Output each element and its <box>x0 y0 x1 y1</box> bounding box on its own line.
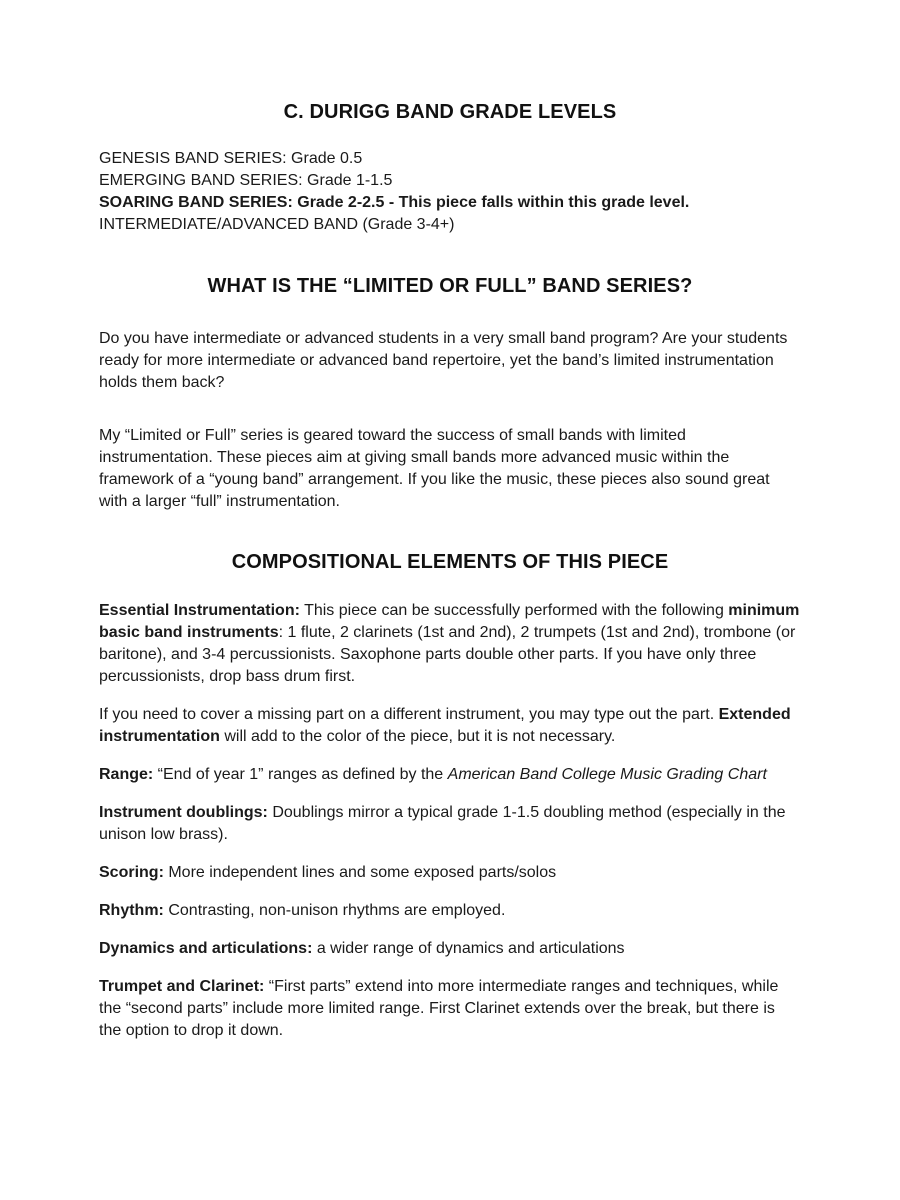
grade-level-soaring: SOARING BAND SERIES: Grade 2-2.5 - This piece falls within this grade level. <box>99 194 690 211</box>
limited-or-full-heading: WHAT IS THE “LIMITED OR FULL” BAND SERIES? <box>207 275 693 297</box>
minimum-instruments-label: minimum basic band instruments <box>99 602 800 641</box>
scoring-text: More independent lines and some exposed parts/solos <box>163 864 557 881</box>
rhythm-text: Contrasting, non-unison rhythms are employed. <box>163 902 506 919</box>
grade-level-emerging: EMERGING BAND SERIES: Grade 1-1.5 <box>99 172 393 189</box>
instrument-doublings-text: Doublings mirror a typical grade 1-1.5 doubling method (especially in the unison low brass). <box>99 804 786 843</box>
trumpet-clarinet-text: “First parts” extend into more intermediate ranges and techniques, while the “second parts” include more limited range. First Clarinet extends over the break, but there is the option to drop it down. <box>99 978 779 1039</box>
essential-instrumentation-item <box>99 600 801 688</box>
dynamics-label: Dynamics and articulations: <box>99 940 313 957</box>
range-item <box>99 764 801 786</box>
page-title: C. DURIGG BAND GRADE LEVELS <box>283 101 617 123</box>
instrument-doublings-item <box>99 802 801 846</box>
essential-instrumentation-label: Essential Instrumentation: <box>99 602 300 619</box>
grade-levels-list <box>99 148 801 236</box>
trumpet-clarinet-label: Trumpet and Clarinet: <box>99 978 265 995</box>
missing-part-text-1: If you need to cover a missing part on a different instrument, you may type out the part. <box>99 706 719 723</box>
essential-instrumentation-text-2: : 1 flute, 2 clarinets (1st and 2nd), 2 trumpets (1st and 2nd), trombone (or baritone), and 3-4 percussionists. Saxophone parts double other parts. If you have only three percussionists, drop bass drum first. <box>99 624 796 685</box>
dynamics-item <box>99 938 801 960</box>
missing-part-text-2: will add to the color of the piece, but it is not necessary. <box>219 728 616 745</box>
rhythm-item <box>99 900 801 922</box>
compositional-elements-heading: COMPOSITIONAL ELEMENTS OF THIS PIECE <box>231 551 669 573</box>
range-text: “End of year 1” ranges as defined by the <box>153 766 448 783</box>
grading-chart-reference: American Band College Music Grading Chart <box>447 766 767 783</box>
trumpet-clarinet-item <box>99 976 801 1042</box>
dynamics-text: a wider range of dynamics and articulations <box>312 940 625 957</box>
scoring-label: Scoring: <box>99 864 164 881</box>
grade-level-genesis: GENESIS BAND SERIES: Grade 0.5 <box>99 150 363 167</box>
essential-instrumentation-text-1: This piece can be successfully performed with the following <box>299 602 729 619</box>
missing-part-item <box>99 704 801 748</box>
scoring-item <box>99 862 801 884</box>
limited-paragraph-1: Do you have intermediate or advanced students in a very small band program? Are your students ready for more intermediate or advanced band repertoire, yet the band’s limited instrumentation holds them back? <box>99 330 788 391</box>
grade-level-intermediate: INTERMEDIATE/ADVANCED BAND (Grade 3-4+) <box>99 216 455 233</box>
range-label: Range: <box>99 766 154 783</box>
compositional-elements-list <box>99 600 801 1058</box>
rhythm-label: Rhythm: <box>99 902 164 919</box>
instrument-doublings-label: Instrument doublings: <box>99 804 268 821</box>
extended-instrumentation-label: Extended instrumentation <box>99 706 791 745</box>
limited-paragraph-2: My “Limited or Full” series is geared toward the success of small bands with limited instrumentation. These pieces aim at giving small bands more advanced music within the framework of a “young band” arrangement. If you like the music, these pieces also sound great with a larger “full” instrumentation. <box>99 427 770 510</box>
